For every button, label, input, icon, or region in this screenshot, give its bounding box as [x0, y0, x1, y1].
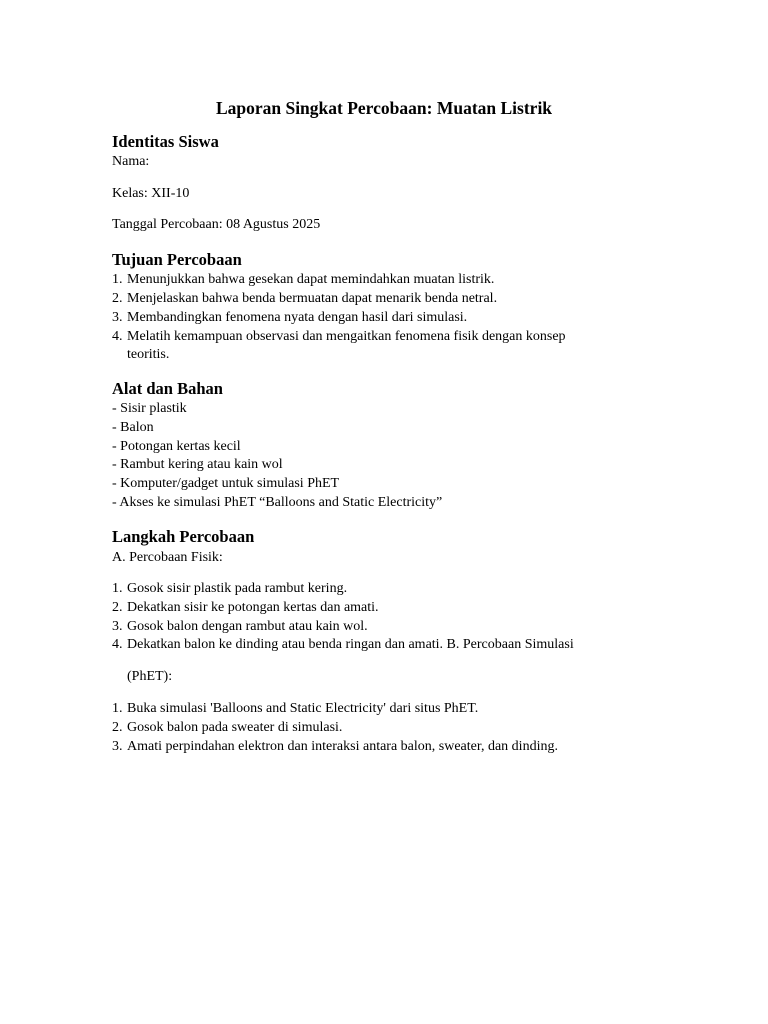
subsection-label-simulasi: (PhET): [127, 669, 173, 684]
list-text: Buka simulasi 'Balloons and Static Electricity' dari situs PhET. [127, 701, 479, 716]
list-item-continuation: teoritis. [127, 347, 170, 362]
list-item [112, 271, 494, 289]
field-kelas: Kelas: XII-10 [112, 186, 190, 201]
list-item: - Sisir plastik [112, 401, 187, 416]
list-text: Gosok balon pada sweater di simulasi. [127, 720, 343, 735]
section-heading-tujuan: Tujuan Percobaan [112, 250, 242, 269]
subsection-label-fisik: A. Percobaan Fisik: [112, 550, 223, 565]
list-number: 2. [112, 720, 123, 735]
field-nama: Nama: [112, 154, 150, 169]
list-item [112, 738, 558, 756]
list-item [112, 700, 478, 718]
list-item [112, 599, 379, 617]
list-item [112, 580, 347, 598]
list-number: 3. [112, 310, 123, 325]
list-number: 1. [112, 701, 123, 716]
list-number: 4. [112, 637, 123, 652]
document-title: Laporan Singkat Percobaan: Muatan Listrik [215, 98, 553, 118]
list-item: - Potongan kertas kecil [112, 439, 241, 454]
list-item [112, 636, 574, 654]
list-text: Dekatkan sisir ke potongan kertas dan amati. [127, 600, 379, 615]
list-item: - Komputer/gadget untuk simulasi PhET [112, 476, 340, 491]
list-number: 2. [112, 291, 123, 306]
list-item [112, 328, 566, 346]
list-number: 3. [112, 739, 123, 754]
list-item [112, 618, 368, 636]
list-number: 1. [112, 272, 123, 287]
section-heading-alat: Alat dan Bahan [112, 379, 223, 398]
list-text: Menunjukkan bahwa gesekan dapat memindahkan muatan listrik. [127, 272, 495, 287]
section-heading-identitas: Identitas Siswa [112, 132, 219, 151]
list-number: 3. [112, 619, 123, 634]
list-item: - Rambut kering atau kain wol [112, 457, 283, 472]
list-text: Membandingkan fenomena nyata dengan hasil dari simulasi. [127, 310, 468, 325]
list-item: - Akses ke simulasi PhET “Balloons and Static Electricity” [112, 495, 443, 510]
field-tanggal: Tanggal Percobaan: 08 Agustus 2025 [112, 217, 321, 232]
section-heading-langkah: Langkah Percobaan [112, 527, 255, 546]
list-item: - Balon [112, 420, 154, 435]
list-item [112, 290, 497, 308]
list-number: 4. [112, 329, 123, 344]
list-text: Melatih kemampuan observasi dan mengaitkan fenomena fisik dengan konsep [127, 329, 566, 344]
list-number: 1. [112, 581, 123, 596]
list-text: Menjelaskan bahwa benda bermuatan dapat menarik benda netral. [127, 291, 498, 306]
list-text: Gosok sisir plastik pada rambut kering. [127, 581, 348, 596]
list-text: Gosok balon dengan rambut atau kain wol. [127, 619, 368, 634]
list-number: 2. [112, 600, 123, 615]
list-item [112, 309, 467, 327]
list-item [112, 719, 342, 737]
list-text: Dekatkan balon ke dinding atau benda ringan dan amati. B. Percobaan Simulasi [127, 637, 574, 652]
list-text: Amati perpindahan elektron dan interaksi antara balon, sweater, dan dinding. [127, 739, 558, 754]
